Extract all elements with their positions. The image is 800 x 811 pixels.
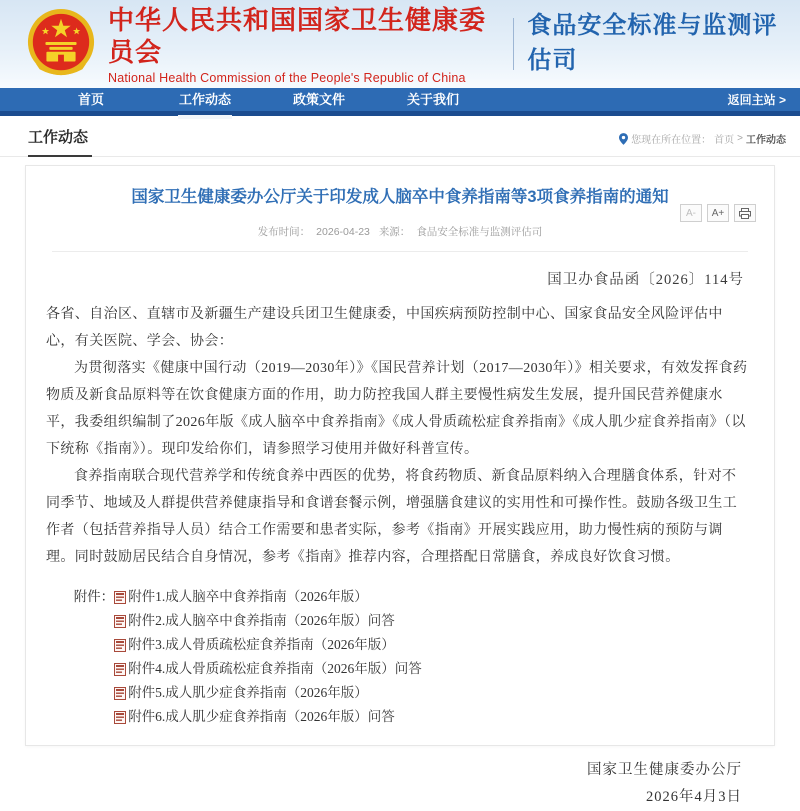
nav-item-work-updates-label: 工作动态 [178, 91, 231, 107]
document-file-icon [114, 663, 126, 676]
attachments-label: 附件： [73, 589, 115, 604]
signature-date: 2026年4月3日 [646, 789, 742, 805]
source-value: 食品安全标准与监测评估司 [416, 226, 543, 238]
printer-icon [739, 208, 751, 219]
document-file-icon [114, 711, 126, 724]
article-body [44, 301, 756, 571]
attachment-link-1[interactable] [114, 585, 422, 609]
attachment-link-3[interactable] [114, 633, 422, 657]
signature-org: 国家卫生健康委办公厅 [587, 762, 742, 778]
paragraph-salutation: 各省、自治区、直辖市及新疆生产建设兵团卫生健康委，中国疾病预防控制中心、国家食品安全风险评估中心，有关医院、学会、协会： [46, 307, 723, 349]
paragraph-body-2: 食养指南联合现代营养学和传统食养中西医的优势，将食药物质、新食品原料纳入合理膳食体系，针对不同季节、地域及人群提供营养健康指导和食谱套餐示例，增强膳食建议的实用性和可操作性。鼓励各级卫生工作者（包括营养指导人员）结合工作需要和患者实际，参考《指南》开展实践应用，助力慢性病的预防与调理。同时鼓励居民结合自身情况，参考《指南》推荐内容，合理搭配日常膳食，养成良好饮食习惯。 [46, 469, 738, 565]
signature-block [44, 757, 756, 811]
attachment-link-2[interactable] [114, 609, 422, 633]
source-label: 来源： [378, 226, 411, 238]
attachments-section [44, 585, 756, 729]
nav-item-work-updates[interactable] [148, 86, 262, 114]
china-national-emblem-icon [26, 7, 96, 81]
main-nav [0, 88, 800, 116]
attachments-list [114, 585, 422, 729]
nav-item-home-label: 首页 [77, 91, 104, 107]
nav-item-policy-documents[interactable] [262, 86, 376, 114]
document-file-icon [114, 591, 126, 604]
document-file-icon [114, 639, 126, 652]
nav-item-about-us[interactable] [376, 86, 490, 114]
breadcrumb-home-link[interactable]: 首页 [714, 135, 735, 146]
document-file-icon [114, 615, 126, 628]
publish-time-label: 发布时间： [257, 226, 311, 238]
article-container [25, 165, 775, 805]
attachment-label: 附件5.成人肌少症食养指南（2026年版） [128, 685, 368, 700]
nav-item-policy-documents-label: 政策文件 [292, 91, 345, 107]
site-title-en: National Health Commission of the People's Republic of China [108, 70, 466, 85]
breadcrumb-current: 工作动态 [746, 135, 786, 146]
site-header [0, 0, 800, 88]
attachment-label: 附件6.成人肌少症食养指南（2026年版）问答 [128, 709, 395, 724]
document-number: 国卫办食品函〔2026〕114号 [547, 272, 744, 288]
active-tab-underline [178, 115, 232, 119]
breadcrumb [619, 131, 786, 156]
breadcrumb-separator: > [737, 133, 743, 144]
attachment-label: 附件4.成人骨质疏松症食养指南（2026年版）问答 [128, 661, 422, 676]
publish-time-value: 2026-04-23 [316, 226, 370, 238]
article-meta [44, 224, 756, 239]
article-title: 国家卫生健康委办公厅关于印发成人脑卒中食养指南等3项食养指南的通知 [131, 188, 669, 206]
section-title: 工作动态 [28, 126, 92, 157]
department-title: 食品安全标准与监测评估司 [527, 12, 778, 74]
paragraph-body-1: 为贯彻落实《健康中国行动（2019—2030年）》《国民营养计划（2017—2030年）》相关要求，有效发挥食药物质及新食品原料等在饮食健康方面的作用，助力防控我国人群主要慢性病发生发展，提升国民营养健康水平，我委组织编制了2026年版《成人脑卒中食养指南》《成人骨质疏松症食养指南》《成人肌少症食养指南》（以下统称《指南》）。现印发给你们，请参照学习使用并做好科普宣传。 [46, 361, 748, 457]
attachment-link-6[interactable] [114, 705, 422, 729]
site-title-cn: 中华人民共和国国家卫生健康委员会 [108, 4, 487, 67]
header-divider [513, 18, 514, 70]
breadcrumb-prefix: 您现在所在位置： [631, 135, 712, 146]
attachment-label: 附件1.成人脑卒中食养指南（2026年版） [128, 589, 368, 604]
return-main-site-link[interactable]: 返回主站 > [727, 93, 786, 107]
attachment-link-5[interactable] [114, 681, 422, 705]
nav-item-home[interactable] [34, 86, 148, 114]
document-file-icon [114, 687, 126, 700]
font-smaller-button[interactable]: A- [680, 204, 702, 222]
font-tools [680, 204, 756, 222]
location-pin-icon [619, 133, 628, 145]
attachment-label: 附件2.成人脑卒中食养指南（2026年版）问答 [128, 613, 395, 628]
attachment-label: 附件3.成人骨质疏松症食养指南（2026年版） [128, 637, 395, 652]
font-larger-button[interactable]: A+ [707, 204, 729, 222]
print-button[interactable] [734, 204, 756, 222]
attachment-link-4[interactable] [114, 657, 422, 681]
section-bar [0, 116, 800, 157]
nav-item-about-us-label: 关于我们 [406, 91, 459, 107]
meta-divider [52, 251, 748, 252]
